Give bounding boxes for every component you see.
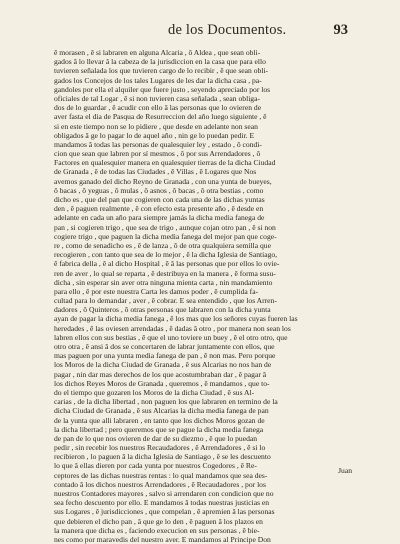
text-line: pedir , sin recebir los nuestros Recaudadores , ê Arrendadores , ê si lo [54,443,266,453]
text-line: aver fasta el dia de Pasqua de Resurreccion del año luego siguiente , ê [54,112,267,122]
text-line: ê fabrica della , ê al dicho Hospital , ê â las personas que por ellos lo ovie- [54,259,280,269]
text-line: re , como de senadicho es , ê de lanza , ô de otra qualquiera semilla que [54,240,271,250]
text-line: cogiere trigo , que paguen la dicha media fanega del mejor pan que coge- [54,231,277,241]
text-line: ô bacas , ô yeguas , ô mulas , ô asnos , ô bacas , ô otra bestias , como [54,185,264,195]
text-line: nuestros Contadores mayores , salvo si arrendaren con condicion que no [54,489,274,498]
text-line: gados â lo llevar â la cabeza de la jurisdiccion en la casa que para ello [54,57,266,67]
text-line: los dichos Reyes Moros de Granada , queremos , ê mandamos , que to- [54,378,270,388]
text-line: dicha Ciudad de Granada , ê sus Alcarias la dicha media fanega de pan [54,406,269,416]
text-line: cion que sean que labren por sí mesmos , ô por sus Arrendadores , ô [54,149,261,159]
text-line: avemos ganado del dicho Reyno de Granada , con una yunta de bueyes, [54,176,272,186]
text-line: dicha , sin esperar sin aver otra ninguna mienta carta , nin mandamiento [54,277,273,287]
text-line: nes como por maravedis del nuestro aver. E mandamos al Principe Don [54,534,271,544]
text-line: tuvieren señalada los que tuvieren cargo de lo recibir , ê que sean obli- [54,66,269,76]
text-line: recibieron , lo paguen â la dicha Iglesia de Santiago , ê se les descuento [54,452,271,462]
text-line: sus Logares , ê jurisdicciones , que compelan , ê apremien â las personas [54,507,275,517]
text-line: contado â los dichos nuestros Arrendadores , ê Recaudadores , por los [54,479,266,489]
page-number: 93 [333,22,348,38]
text-line: cultad para lo demandar , aver , ê cobrar. E sea entendido , que los Arren- [54,296,277,306]
text-line: si en este tiempo non se lo pidiere , que desde en adelante non sean [54,121,258,131]
text-line: lo que â ellas dieren por cada yunta por nuestros Cogedores , ê Re- [54,461,257,471]
text-line: ê morasen , ê si labraren en alguna Alcaria , ô Aldea , que sean obli- [54,48,261,57]
text-line: los Moros de la dicha Ciudad de Granada , ê sus Alcarias no nos han de [54,360,272,370]
text-line: gados los Concejos de los tales Lugares de les dar la dicha casa , pa- [54,75,262,85]
text-line: sea fecho descuento por ello. E mandamos â todas nuestras justicias en [54,498,270,508]
text-line: carias , de la dicha libertad , non paguen los que labraren en termino de la [54,397,278,407]
running-head: de los Documentos. [168,22,287,38]
text-line: otro otra , ê ansi â dos se concertaren de labrar juntamente con ellos, que [54,342,275,351]
text-line: gandoles por ella el alquiler que fuere justo , seyendo apreciado por los [54,84,271,94]
text-line: que debieren el dicho pan , â que ge lo den , ê paguen â los plazos en [54,516,263,526]
text-line: para ello , ê por este nuestra Carta les damos poder , ê cumplida fa- [54,286,259,296]
text-line: de pan de lo que nos ovieren de dar de su diezmo , ê que lo puedan [54,433,258,443]
text-line: heredades , ê las oviesen arrendadas , ê dadas â otro , por manera non sean los [54,323,291,333]
text-line: ren de aver , lo qual se reparta , ê destribuya en la manera , ê forma susu- [54,268,276,278]
text-line: dadores , ô Quinteros , ô otras personas que labraren con la dicha yunta [54,305,271,315]
text-line: obligados â ge lo pagar lo de aquel año , nin ge lo puedan pedir. E [54,130,255,140]
text-line: mandamos â todas las personas de qualesquier ley , estado , ô condi- [54,139,262,149]
text-line: la manera que dicha es , faciendo execucion en sus personas , ê bie- [54,525,260,535]
text-line: recogieren , con tanto que sea de lo mejor , ê la dicha Iglesia de Santiago, [54,250,278,260]
text-line: ceptores de las dichas nuestras rentas : lo qual mandamos que sea des- [54,470,268,480]
text-line: labren ellos con sus bestias , ê que el uno toviere un buey , ê el otro otro, que [54,332,288,342]
text-line: la dicha libertad ; pero queremos que se pague la dicha media fanega [54,424,264,434]
text-line: adelante en cada un año para siempre jamás la dicha media fanega de [54,213,265,223]
text-line: do el tiempo que gozaren los Moros de la dicha Ciudad , ê sus Al- [54,387,255,397]
catchword: Juan [338,466,352,475]
text-line: den , ê paguen realmente , ê con efecto esta presente año , ê desde en [54,204,264,214]
text-line: de la yunta que alli labraren , en tanto que los dichos Moros gozan de [54,415,265,425]
text-line: ayan de pagar la dicha media fanega , ê los mas que los señores cuyas fueren las [54,314,298,324]
text-line: dos de lo guardar , ê acudir con ello â las personas que lo ovieren de [54,103,262,113]
text-line: pan , si cogieren trigo , que sea de trigo , aunque cojan otro pan , ê si non [54,222,276,232]
text-line: mas paguen por una yunta media fanega de pan , ê non mas. Pero porque [54,351,276,361]
text-line: oficiales de tal Logar , ê si non tuvieren casa señalada , sean obliga- [54,93,261,103]
text-line: de Granada , ê de todas las Ciudades , ê Villas , ê Logares que Nos [54,167,257,177]
text-line: Factores en qualesquier manera en qualesquier tierras de la dicha Ciudad [54,158,276,168]
text-line: dicho es , que del pan que cogieren con cada una de las dichas yuntas [54,195,265,204]
text-line: pagar , nin dar mas derechos de los que acostumbraban dar , ê pagar â [54,369,267,379]
page-header [0,22,400,42]
